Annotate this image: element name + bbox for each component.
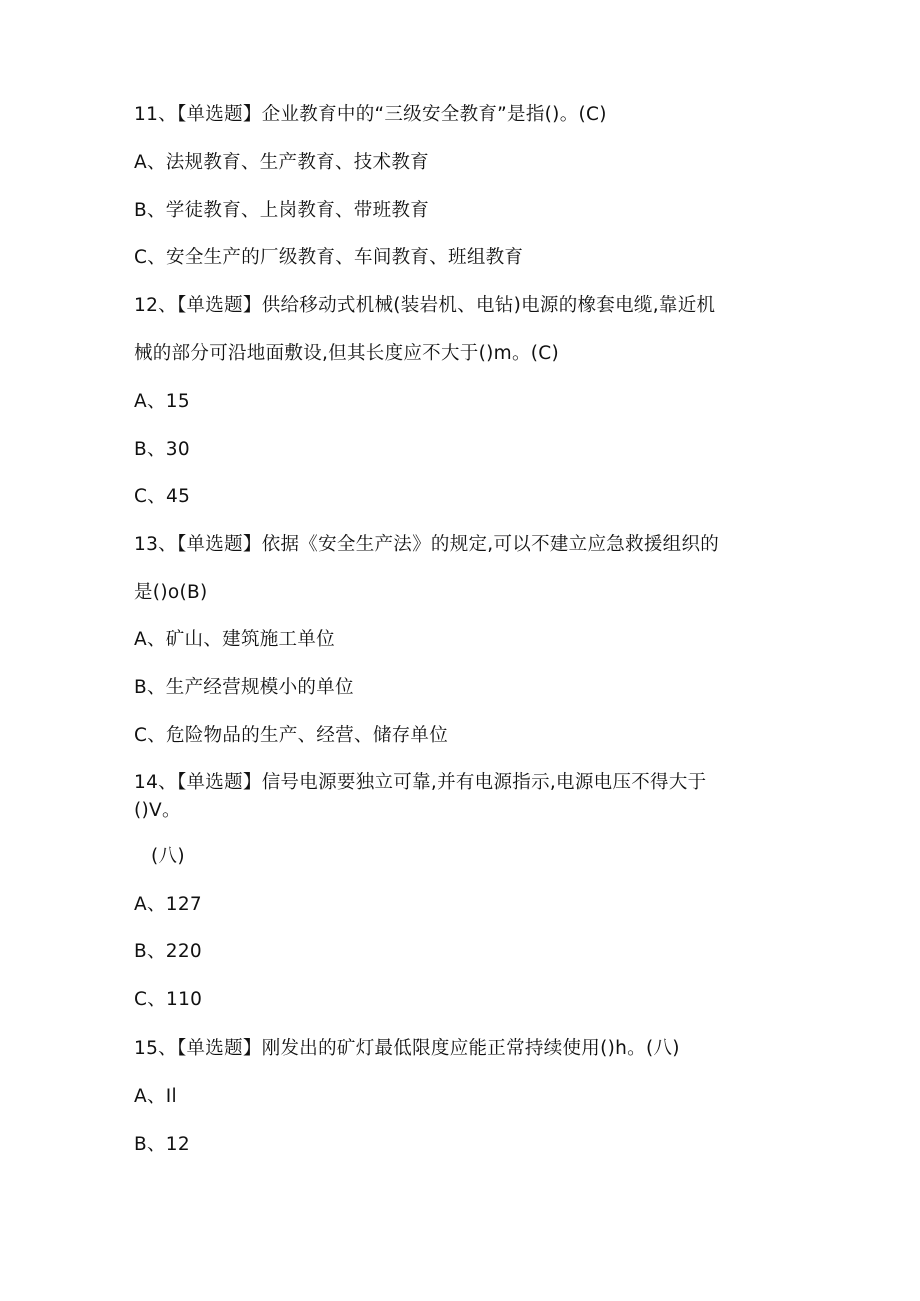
- question-14-answer: (八): [151, 846, 185, 867]
- question-12-option-b: B、30: [134, 439, 190, 460]
- question-14-option-a: A、127: [134, 894, 202, 915]
- question-13-stem-line-1: 13、【单选题】依据《安全生产法》的规定,可以不建立应急救援组织的: [134, 534, 720, 555]
- question-14-stem-line-2: ()V。: [134, 800, 181, 821]
- question-15-stem: 15、【单选题】刚发出的矿灯最低限度应能正常持续使用()h。(八): [134, 1038, 680, 1059]
- question-11-stem: 11、【单选题】企业教育中的“三级安全教育”是指()。(C): [134, 104, 607, 125]
- question-12-option-a: A、15: [134, 391, 190, 412]
- question-12-stem-line-2: 械的部分可沿地面敷设,但其长度应不大于()m。(C): [134, 343, 559, 364]
- question-11-option-a: A、法规教育、生产教育、技术教育: [134, 152, 429, 173]
- question-14-stem-line-1: 14、【单选题】信号电源要独立可靠,并有电源指示,电源电压不得大于: [134, 772, 707, 793]
- question-11-option-b: B、学徒教育、上岗教育、带班教育: [134, 200, 429, 221]
- question-14-option-c: C、110: [134, 989, 203, 1010]
- question-13-stem-line-2: 是()o(B): [134, 582, 208, 603]
- question-14-option-b: B、220: [134, 941, 203, 962]
- question-12-stem-line-1: 12、【单选题】供给移动式机械(装岩机、电钻)电源的橡套电缆,靠近机: [134, 295, 716, 316]
- question-12-option-c: C、45: [134, 486, 191, 507]
- question-13-option-a: A、矿山、建筑施工单位: [134, 629, 335, 650]
- question-13-option-c: C、危险物品的生产、经营、储存单位: [134, 725, 449, 746]
- question-11-option-c: C、安全生产的厂级教育、车间教育、班组教育: [134, 247, 524, 268]
- question-15-option-a: A、Il: [134, 1086, 177, 1107]
- question-15-option-b: B、12: [134, 1134, 190, 1155]
- question-13-option-b: B、生产经营规模小的单位: [134, 677, 354, 698]
